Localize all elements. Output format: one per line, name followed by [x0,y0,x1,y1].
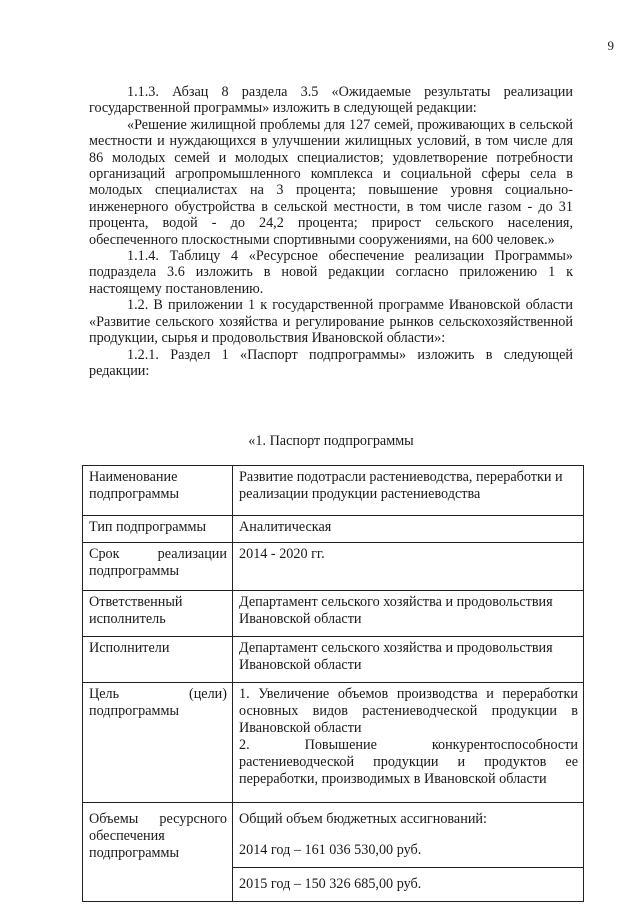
fund-label-b: ресурсного [159,811,227,827]
table-row [83,591,584,637]
paragraph-1-2-1: 1.2.1. Раздел 1 «Паспорт подпрограммы» изложить в следующей редакции: [89,346,573,379]
goal-item-2-number: 2. [239,737,250,753]
goal-label-a: Цель [89,686,120,702]
body-text [89,84,573,379]
goal-item-1: 1. Увеличение объемов производства и переработки основных видов растениеводческой продукции в Ивановской области [239,686,578,736]
goal-item-2-head [239,737,578,754]
term-label-a: Срок [89,546,120,562]
exec-label: Исполнители [83,637,233,683]
type-label: Тип подпрограммы [83,516,233,543]
table-row [83,466,584,516]
term-label [83,543,233,591]
goal-value [233,683,584,803]
fund-label [83,803,233,902]
table-row [83,683,584,803]
fund-label-a: Объемы [89,811,139,827]
goal-item-2-word2: конкурентоспособности [431,737,578,753]
paragraph-1-1-4: 1.1.4. Таблицу 4 «Ресурсное обеспечение реализации Программы» подраздела 3.6 изложить в новой редакции согласно приложению 1 к настоящему постановлению. [89,248,573,297]
paragraph-1-2: 1.2. В приложении 1 к государственной программе Ивановской области «Развитие сельского хозяйства и регулирование рынков сельскохозяйственной продукции, сырья и продовольствия Ивановской области»: [89,297,573,347]
term-label-c: подпрограммы [89,563,179,579]
goal-label-b: (цели) [188,686,227,702]
name-value: Развитие подотрасли растениеводства, переработки и реализации продукции растениеводства [233,466,584,516]
fund-label-c: обеспечения подпрограммы [89,828,179,861]
table-row [83,543,584,591]
goal-label [83,683,233,803]
table-row [83,637,584,683]
resp-label: Ответственный исполнитель [83,591,233,637]
goal-label-c: подпрограммы [89,703,179,719]
fund-2014: 2014 год – 161 036 530,00 руб. [239,842,422,858]
resp-value: Департамент сельского хозяйства и продовольствия Ивановской области [233,591,584,637]
fund-total: Общий объем бюджетных ассигнований: [239,811,487,827]
fund-value [233,803,584,902]
passport-table [82,465,584,902]
section-title: «1. Паспорт подпрограммы [248,433,414,449]
paragraph-quote: «Решение жилищной проблемы для 127 семей, проживающих в сельской местности и нуждающихся в улучшении жилищных условий, в том числе для 86 молодых семей и молодых специалистов; удовлетворение потребности организаций агропромышленного комплекса и социальной сферы села в молодых специалистах на 3 процента; повышение уровня социально-инженерного обустройства в сельской местности, в том числе газом - до 31 процента, водой - до 24,2 процента; прирост сельского населения, обеспеченного плоскостными спортивными сооружениями, на 600 человек.» [89,116,573,248]
term-label-b: реализации [157,546,227,562]
goal-item-2: растениеводческой продукции и продуктов ее переработки, производимых в Ивановской области [239,754,578,787]
name-label: Наименование подпрограммы [83,466,233,516]
type-value: Аналитическая [233,516,584,543]
goal-item-2-word: Повышение [304,737,377,753]
table-row [83,516,584,543]
table-row [83,803,584,902]
term-value: 2014 - 2020 гг. [233,543,584,591]
paragraph-1-1-3: 1.1.3. Абзац 8 раздела 3.5 «Ожидаемые результаты реализации государственной программы» изложить в следующей редакции: [89,84,573,117]
fund-2015: 2015 год – 150 326 685,00 руб. [233,867,583,901]
page-number: 9 [607,38,614,53]
exec-value: Департамент сельского хозяйства и продовольствия Ивановской области [233,637,584,683]
